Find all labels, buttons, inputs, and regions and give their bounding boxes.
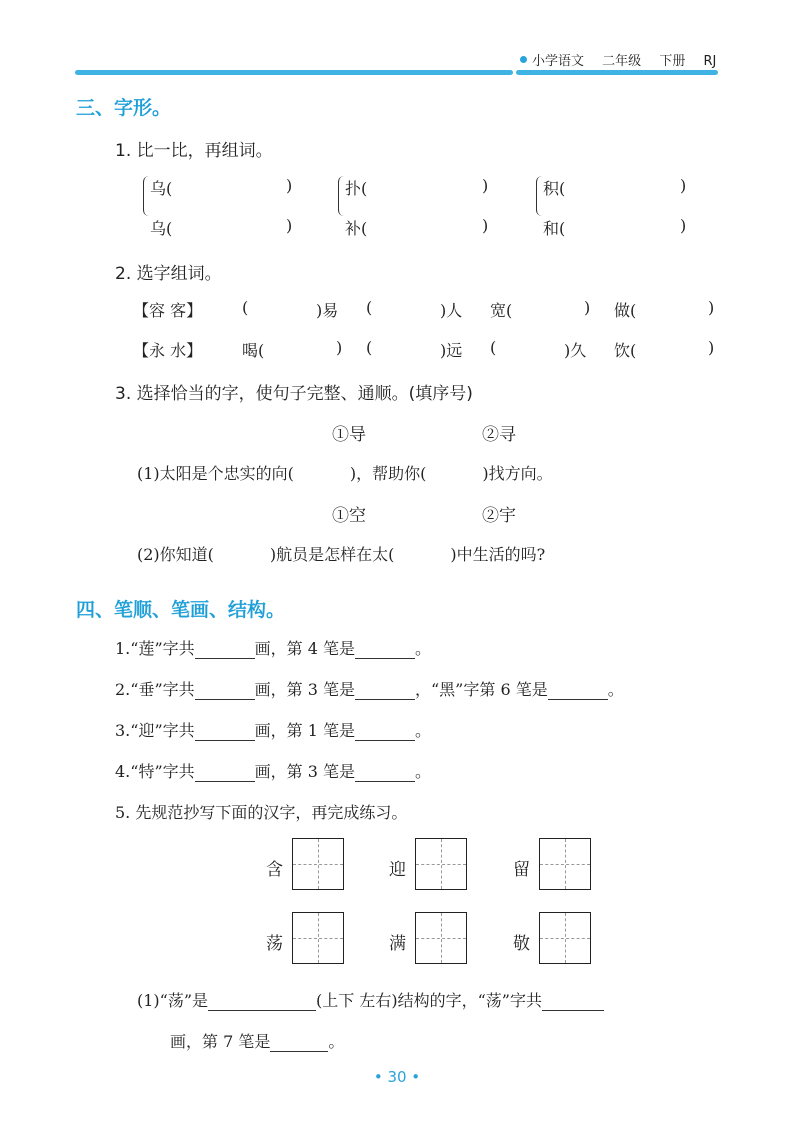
q3-title: 3. 选择恰当的字，使句子完整、通顺。(填序号) bbox=[115, 384, 473, 404]
s4-item3-a: 3.“迎”字共 bbox=[115, 721, 195, 740]
q2-row1-item8: ) bbox=[708, 298, 715, 317]
brace-1 bbox=[143, 176, 150, 216]
answer-blank[interactable] bbox=[195, 681, 255, 700]
s4-item1-b: 画，第 4 笔是 bbox=[254, 639, 355, 658]
s4-item3-b: 画，第 1 笔是 bbox=[254, 721, 355, 740]
q5-sub1-line2 bbox=[170, 1029, 344, 1052]
q2-row2-item3: ( bbox=[366, 338, 373, 357]
q3-option1b: ②寻 bbox=[482, 425, 516, 445]
page-number: • 30 • bbox=[373, 1068, 421, 1086]
s4-item1 bbox=[115, 636, 431, 659]
q1-pair1-bottom-right: ) bbox=[286, 216, 293, 235]
q2-row1-item6: ) bbox=[584, 298, 591, 317]
q2-row1-item7: 做( bbox=[614, 301, 637, 320]
q2-row1-item4: )人 bbox=[440, 301, 463, 320]
q2-row1-item2: )易 bbox=[316, 301, 339, 320]
header-subject: 小学语文 bbox=[532, 54, 585, 69]
grid-char-2: 迎 bbox=[389, 860, 406, 880]
q2-row2-item1: 喝( bbox=[242, 341, 265, 360]
grid-char-3: 留 bbox=[513, 860, 530, 880]
q3-option2a: ①空 bbox=[332, 506, 366, 526]
s4-item1-a: 1.“莲”字共 bbox=[115, 639, 195, 658]
q3-s1-part2: )，帮助你( bbox=[349, 464, 427, 483]
answer-blank[interactable] bbox=[195, 763, 255, 782]
q2-row1-item3: ( bbox=[366, 298, 373, 317]
header-edition: RJ bbox=[703, 54, 717, 69]
section4-title: 四、笔顺、笔画、结构。 bbox=[76, 599, 286, 621]
s4-item4 bbox=[115, 759, 431, 782]
q2-row1-chars: 【容 客】 bbox=[133, 301, 203, 320]
s4-item2-d: 。 bbox=[607, 680, 624, 699]
q3-s2-part2: )航员是怎样在太( bbox=[269, 545, 395, 564]
s4-item3 bbox=[115, 718, 431, 741]
s4-item2-a: 2.“垂”字共 bbox=[115, 680, 195, 699]
q2-row2-chars: 【永 水】 bbox=[133, 341, 203, 360]
header-grade: 二年级 bbox=[602, 54, 642, 69]
q2-row2-item4: )远 bbox=[440, 341, 463, 360]
s4-item4-c: 。 bbox=[415, 762, 432, 781]
q1-pair3-bottom-right: ) bbox=[680, 216, 687, 235]
q5-sub1-line1 bbox=[137, 988, 604, 1011]
header-bullet-icon bbox=[520, 56, 527, 63]
q3-s2-part1: (2)你知道( bbox=[137, 545, 214, 564]
answer-blank[interactable] bbox=[355, 640, 415, 659]
q1-pair3-top-left: 积( bbox=[543, 179, 566, 198]
answer-blank[interactable] bbox=[548, 681, 608, 700]
grid-char-5: 满 bbox=[389, 934, 406, 954]
q2-row1-item5: 宽( bbox=[490, 301, 513, 320]
q2-row2-item7: 饮( bbox=[614, 341, 637, 360]
grid-char-4: 荡 bbox=[266, 934, 283, 954]
answer-blank[interactable] bbox=[195, 640, 255, 659]
writing-grid[interactable] bbox=[292, 838, 344, 890]
q3-option1a: ①导 bbox=[332, 425, 366, 445]
q5-title: 5. 先规范抄写下面的汉字，再完成练习。 bbox=[115, 803, 408, 822]
q1-pair1-top-left: 乌( bbox=[150, 179, 173, 198]
brace-3 bbox=[536, 176, 543, 216]
answer-blank[interactable] bbox=[355, 763, 415, 782]
s4-item1-c: 。 bbox=[415, 639, 432, 658]
q3-sentence2 bbox=[137, 542, 545, 565]
header-info bbox=[532, 50, 730, 69]
header-rule-right bbox=[516, 70, 718, 75]
s4-item3-c: 。 bbox=[415, 721, 432, 740]
q5-sub1-a: (1)“荡”是 bbox=[137, 991, 209, 1010]
q1-title: 1. 比一比，再组词。 bbox=[115, 141, 273, 161]
s4-item4-a: 4.“特”字共 bbox=[115, 762, 195, 781]
q1-pair2-bottom-right: ) bbox=[482, 216, 489, 235]
writing-grid[interactable] bbox=[539, 912, 591, 964]
s4-item4-b: 画，第 3 笔是 bbox=[254, 762, 355, 781]
grid-char-1: 含 bbox=[266, 860, 283, 880]
q1-pair2-bottom-left: 补( bbox=[345, 219, 368, 238]
writing-grid[interactable] bbox=[539, 838, 591, 890]
answer-blank[interactable] bbox=[542, 992, 604, 1011]
q3-s1-part3: )找方向。 bbox=[482, 464, 553, 483]
header-rule-left bbox=[75, 70, 513, 75]
q1-pair3-top-right: ) bbox=[680, 176, 687, 195]
q1-pair2-top-right: ) bbox=[482, 176, 489, 195]
q5-sub1-b: (上下 左右)结构的字，“荡”字共 bbox=[316, 991, 542, 1010]
s4-item2-c: ，“黑”字第 6 笔是 bbox=[415, 680, 548, 699]
s4-item2 bbox=[115, 677, 624, 700]
q2-row1-item1: ( bbox=[242, 298, 249, 317]
q3-s2-part3: )中生活的吗? bbox=[450, 545, 546, 564]
q3-sentence1 bbox=[137, 461, 553, 484]
answer-blank[interactable] bbox=[195, 722, 255, 741]
q1-pair2-top-left: 扑( bbox=[345, 179, 368, 198]
section3-title: 三、字形。 bbox=[76, 97, 172, 119]
q1-pair1-bottom-left: 乌( bbox=[150, 219, 173, 238]
writing-grid[interactable] bbox=[415, 912, 467, 964]
grid-char-6: 敬 bbox=[513, 934, 530, 954]
q3-option2b: ②宇 bbox=[482, 506, 516, 526]
q1-pair1-top-right: ) bbox=[286, 176, 293, 195]
q2-row2-item6: )久 bbox=[564, 341, 587, 360]
answer-blank[interactable] bbox=[355, 681, 415, 700]
q2-row2-item8: ) bbox=[708, 338, 715, 357]
answer-blank[interactable] bbox=[355, 722, 415, 741]
brace-2 bbox=[338, 176, 345, 216]
q2-row2-item5: ( bbox=[490, 338, 497, 357]
q3-s1-part1: (1)太阳是个忠实的向( bbox=[137, 464, 294, 483]
writing-grid[interactable] bbox=[292, 912, 344, 964]
s4-item2-b: 画，第 3 笔是 bbox=[254, 680, 355, 699]
q2-title: 2. 选字组词。 bbox=[115, 264, 222, 284]
q5-sub1-c: 画，第 7 笔是 bbox=[170, 1032, 271, 1051]
q5-sub1-d: 。 bbox=[328, 1032, 345, 1051]
q1-pair3-bottom-left: 和( bbox=[543, 219, 566, 238]
answer-blank[interactable] bbox=[208, 992, 316, 1011]
q2-row2-item2: ) bbox=[336, 338, 343, 357]
header-term: 下册 bbox=[659, 54, 686, 69]
answer-blank[interactable] bbox=[270, 1033, 328, 1052]
writing-grid[interactable] bbox=[415, 838, 467, 890]
